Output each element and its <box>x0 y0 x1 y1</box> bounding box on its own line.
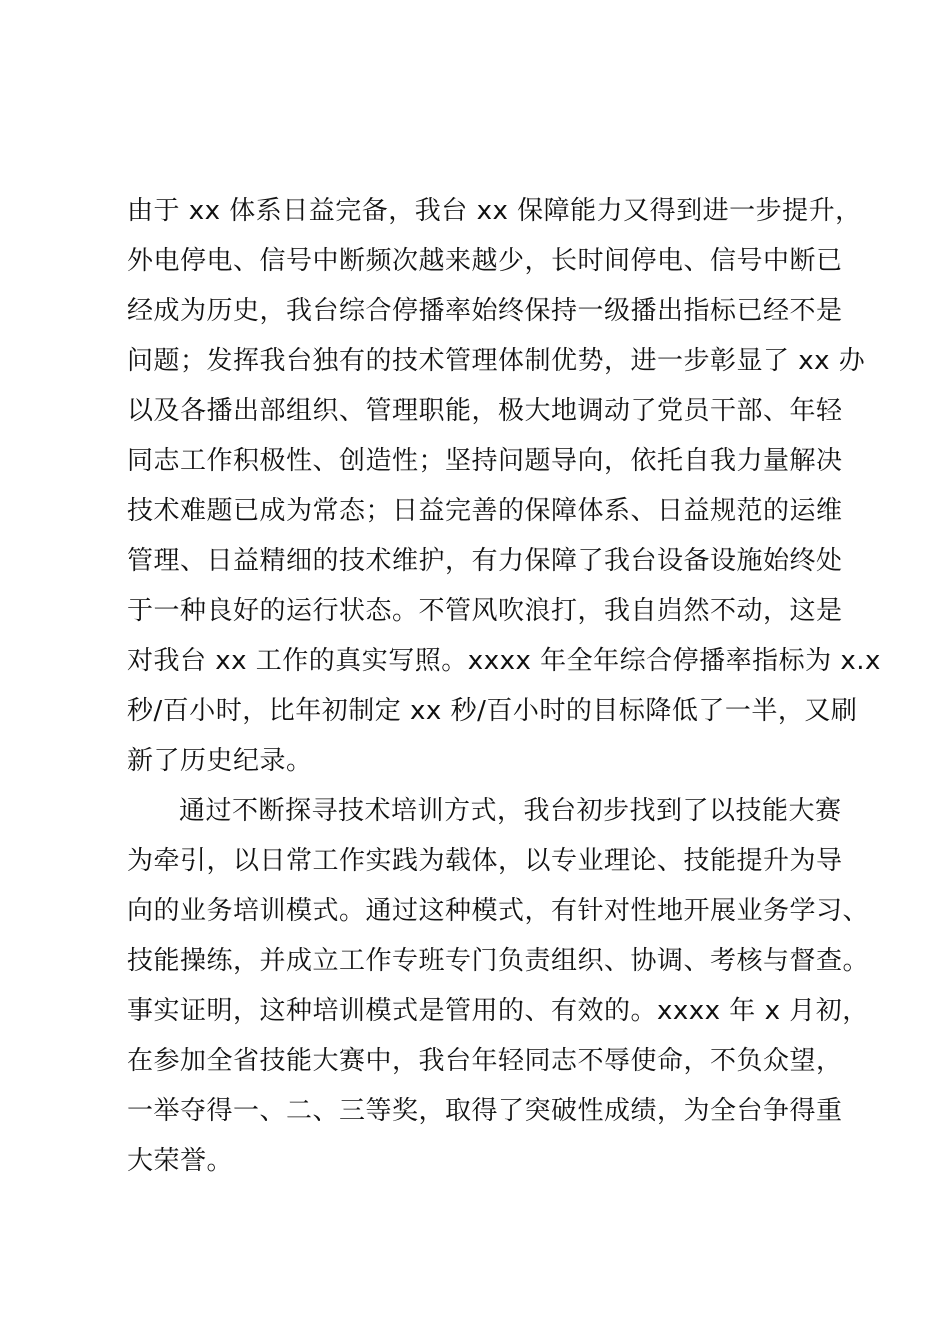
paragraph-line: 经成为历史，我台综合停播率始终保持一级播出指标已经不是 <box>127 296 843 326</box>
paragraph-line: 由于 xx 体系日益完备，我台 xx 保障能力又得到进一步提升， <box>127 196 862 226</box>
paragraph-line: 大荣誉。 <box>127 1146 234 1176</box>
paragraph-2 <box>127 786 870 1186</box>
paragraph-line: 技术难题已成为常态；日益完善的保障体系、日益规范的运维 <box>127 496 843 526</box>
paragraph-1 <box>127 186 881 786</box>
paragraph-line: 为牵引，以日常工作实践为载体，以专业理论、技能提升为导 <box>127 846 843 876</box>
paragraph-line: 在参加全省技能大赛中，我台年轻同志不辱使命，不负众望， <box>127 1046 843 1076</box>
paragraph-line: 以及各播出部组织、管理职能，极大地调动了党员干部、年轻 <box>127 396 843 426</box>
document-body <box>127 186 881 1186</box>
paragraph-line: 外电停电、信号中断频次越来越少，长时间停电、信号中断已 <box>127 246 843 276</box>
paragraph-line: 向的业务培训模式。通过这种模式，有针对性地开展业务学习、 <box>127 896 870 926</box>
paragraph-line: 管理、日益精细的技术维护，有力保障了我台设备设施始终处 <box>127 546 843 576</box>
paragraph-line: 一举夺得一、二、三等奖，取得了突破性成绩，为全台争得重 <box>127 1096 843 1126</box>
paragraph-line: 于一种良好的运行状态。不管风吹浪打，我自岿然不动，这是 <box>127 596 843 626</box>
paragraph-line: 通过不断探寻技术培训方式，我台初步找到了以技能大赛 <box>179 796 842 826</box>
paragraph-line: 事实证明，这种培训模式是管用的、有效的。xxxx 年 x 月初， <box>127 996 869 1026</box>
paragraph-line: 同志工作积极性、创造性；坚持问题导向，依托自我力量解决 <box>127 446 843 476</box>
paragraph-line: 技能操练，并成立工作专班专门负责组织、协调、考核与督查。 <box>127 946 870 976</box>
paragraph-line: 对我台 xx 工作的真实写照。xxxx 年全年综合停播率指标为 x.x <box>127 646 881 676</box>
paragraph-line: 问题；发挥我台独有的技术管理体制优势，进一步彰显了 xx 办 <box>127 346 866 376</box>
paragraph-line: 秒/百小时，比年初制定 xx 秒/百小时的目标降低了一半，又刷 <box>127 696 858 726</box>
paragraph-line: 新了历史纪录。 <box>127 746 313 776</box>
